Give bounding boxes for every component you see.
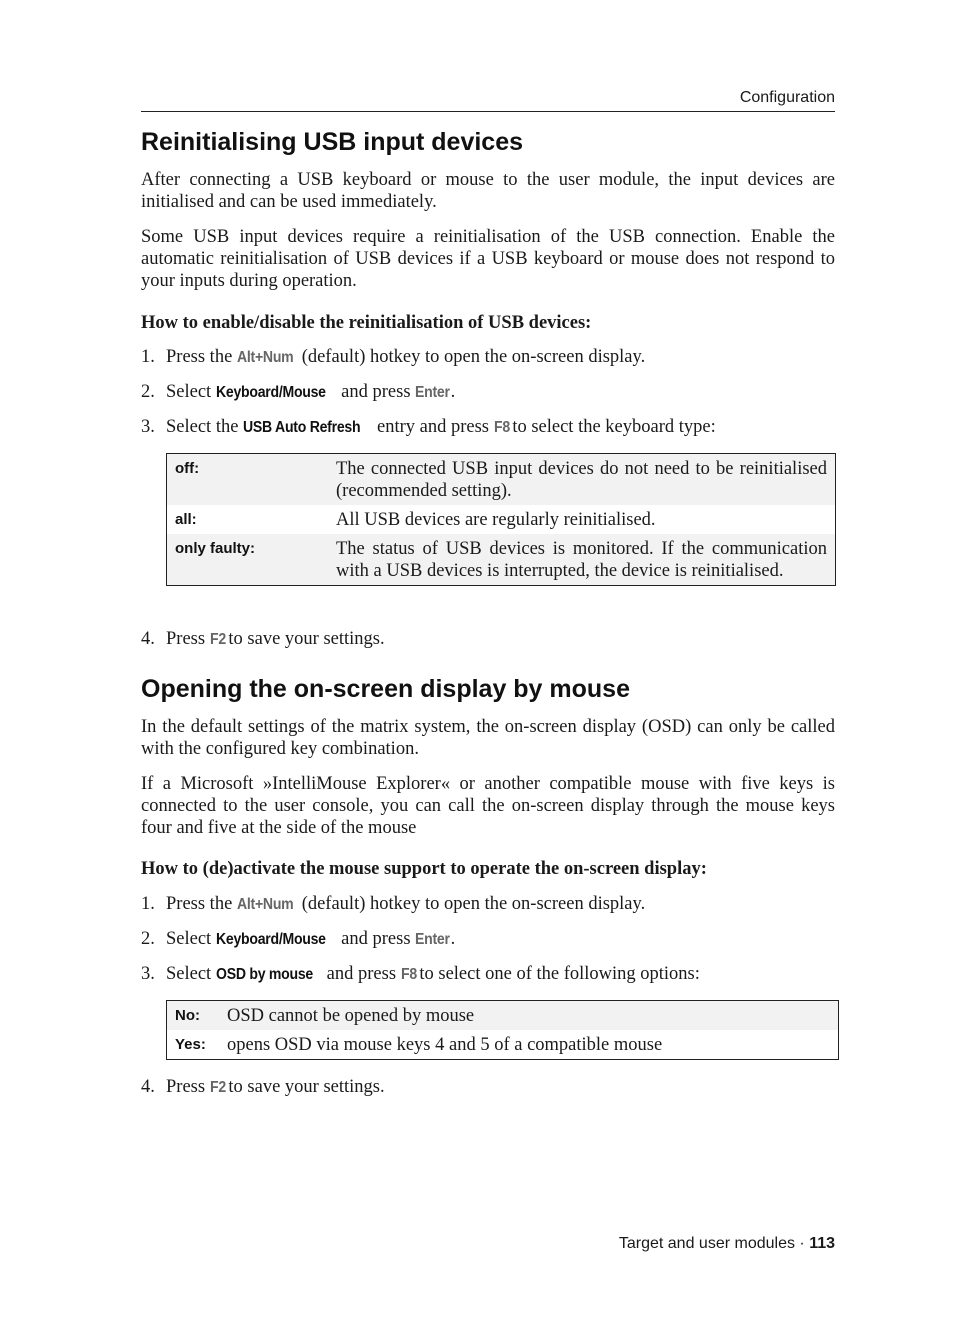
step-item: 2. Select Keyboard/Mouse and press Enter.	[141, 929, 456, 949]
step-item: 1. Press the Alt+Num (default) hotkey to open the on-screen display.	[141, 347, 646, 367]
step-item: 4. Press F2 to save your settings.	[141, 629, 385, 649]
key-label: F8	[400, 966, 417, 983]
paragraph: After connecting a USB keyboard or mouse to the user module, the input devices are initialised and can be used immediately.	[141, 170, 835, 212]
section-title-osd-mouse: Opening the on-screen display by mouse	[141, 675, 630, 703]
page-number: 113	[809, 1235, 835, 1252]
step-item: 3. Select the USB Auto Refresh entry and press F8 to select the keyboard type:	[141, 417, 716, 437]
paragraph: If a Microsoft »IntelliMouse Explorer« or another compatible mouse with five keys is connected to the user console, you can call the on-screen display through the mouse keys four and five at the side of the mouse	[141, 774, 835, 838]
table-row	[167, 454, 836, 506]
option-label: off:	[167, 454, 329, 506]
option-description: The connected USB input devices do not need to be reinitialised (recommended setting).	[328, 454, 836, 506]
running-header: Configuration	[141, 88, 835, 112]
options-table	[166, 453, 836, 586]
menu-label: USB Auto Refresh	[243, 419, 361, 436]
footer-chapter: Target and user modules ·	[618, 1235, 810, 1252]
section-title-usb: Reinitialising USB input devices	[141, 128, 524, 156]
step-item: 1. Press the Alt+Num (default) hotkey to open the on-screen display.	[141, 894, 646, 914]
paragraph: Some USB input devices require a reinitialisation of the USB connection. Enable the automatic reinitialisation of USB devices if a USB keyboard or mouse does not respond to your inputs during operation.	[141, 227, 835, 291]
key-label: Enter	[415, 384, 450, 401]
step-item: 2. Select Keyboard/Mouse and press Enter.	[141, 382, 456, 402]
key-label: F2	[209, 631, 226, 648]
key-label: F2	[209, 1079, 226, 1096]
option-description: All USB devices are regularly reinitialised.	[336, 510, 656, 530]
option-label: all:	[175, 511, 197, 528]
option-description: OSD cannot be opened by mouse	[219, 1001, 839, 1031]
table-row	[167, 1001, 839, 1031]
paragraph: In the default settings of the matrix system, the on-screen display (OSD) can only be called with the configured key combination.	[141, 717, 835, 759]
key-label: Alt+Num	[236, 349, 294, 366]
options-table	[166, 1000, 839, 1060]
option-description: opens OSD via mouse keys 4 and 5 of a compatible mouse	[227, 1035, 663, 1055]
running-footer	[141, 1234, 835, 1254]
step-item: 4. Press F2 to save your settings.	[141, 1077, 385, 1097]
how-to-heading: How to enable/disable the reinitialisation of USB devices:	[141, 313, 592, 333]
key-label: Enter	[415, 931, 450, 948]
key-label: F8	[493, 419, 510, 436]
how-to-heading: How to (de)activate the mouse support to operate the on-screen display:	[141, 859, 707, 879]
table-row	[167, 1030, 839, 1060]
option-label: No:	[167, 1001, 220, 1031]
menu-label: OSD by mouse	[215, 966, 313, 983]
option-label: Yes:	[175, 1036, 206, 1053]
option-label: only faulty:	[167, 534, 329, 586]
table-row	[167, 505, 836, 534]
key-label: Alt+Num	[236, 896, 294, 913]
option-description: The status of USB devices is monitored. If the communication with a USB devices is interrupted, the device is reinitialised.	[328, 534, 836, 586]
menu-label: Keyboard/Mouse	[215, 384, 326, 401]
table-row	[167, 534, 836, 586]
step-item: 3. Select OSD by mouse and press F8 to select one of the following options:	[141, 964, 700, 984]
menu-label: Keyboard/Mouse	[215, 931, 326, 948]
